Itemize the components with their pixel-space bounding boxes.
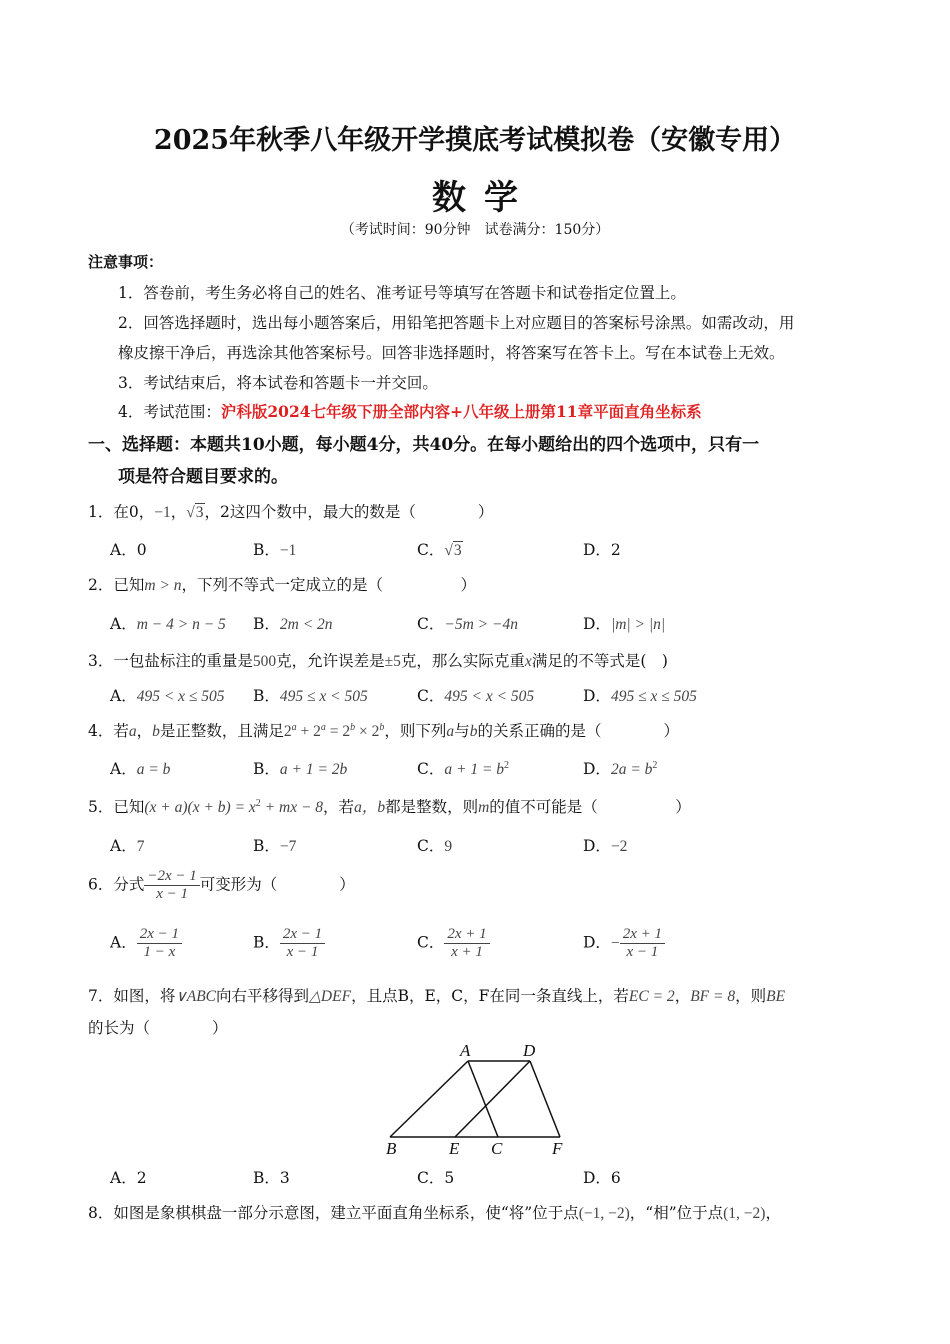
q7-option-b[interactable]: B．3	[253, 1169, 290, 1187]
question-5-stem: 5．已知$(x + a)(x + b) = x^2$ + mx − 8，若a，b都是整数，则m的值不可能是（ ）	[88, 797, 691, 816]
notice-item-2-cont: 橡皮擦干净后，再选涂其他答案标号。回答非选择题时，将答案写在答卡上。写在本试卷上无效。	[118, 344, 785, 362]
q6-option-d[interactable]: D．− $\frac{2x + 1}{x - 1}$	[583, 926, 665, 961]
q2-option-d[interactable]: D．|m| > |n|	[583, 615, 666, 633]
section-heading-line2: 项是符合题目要求的。	[118, 467, 288, 487]
q3-option-c[interactable]: C．495 < x < 505	[417, 687, 535, 705]
notice-heading: 注意事项：	[88, 253, 164, 271]
q1-option-c[interactable]: C．√3	[417, 541, 462, 559]
point-e-label: E	[449, 1139, 460, 1158]
section-heading-line1: 一、选择题：本题共10小题，每小题4分，共40分。在每小题给出的四个选项中，只有一	[88, 435, 760, 455]
q3-option-b[interactable]: B．495 ≤ x < 505	[253, 687, 368, 705]
q1-option-d[interactable]: D．2	[583, 541, 621, 559]
q5-option-b[interactable]: B．−7	[253, 837, 297, 855]
point-c-label: C	[491, 1139, 503, 1158]
q2-option-b[interactable]: B．2m < 2n	[253, 615, 333, 633]
translation-figure	[380, 1040, 580, 1160]
q7-option-a[interactable]: A．2	[110, 1169, 147, 1187]
scope-label: 4．考试范围：	[118, 403, 221, 421]
side-ab	[390, 1061, 468, 1137]
point-b-label: B	[386, 1139, 397, 1158]
q1-option-b[interactable]: B．−1	[253, 541, 297, 559]
q5-option-d[interactable]: D．−2	[583, 837, 628, 855]
q7-option-d[interactable]: D．6	[583, 1169, 621, 1187]
q4-option-b[interactable]: B．a + 1 = 2b	[253, 760, 348, 778]
notice-item-4	[118, 400, 702, 422]
side-de	[455, 1061, 530, 1137]
q6-fraction: $\frac{-2x - 1}{x - 1}$	[144, 868, 199, 903]
notice-item-2: 2．回答选择题时，选出每小题答案后，用铅笔把答题卡上对应题目的答案标号涂黑。如需改动，用	[118, 314, 795, 332]
notice-item-3: 3．考试结束后，将本试卷和答题卡一并交回。	[118, 374, 438, 392]
exam-time-score: （考试时间：90分钟 试卷满分：150分）	[340, 222, 610, 238]
q2-option-a[interactable]: A．m − 4 > n − 5	[110, 615, 226, 633]
q4-option-a[interactable]: A．a = b	[110, 760, 171, 778]
question-1-stem: 1．在0，−1，√3，2这四个数中，最大的数是（ ）	[88, 503, 494, 521]
q1-option-a[interactable]: A．0	[110, 541, 147, 559]
q4-option-d[interactable]: D．$2a = b^2$	[583, 759, 658, 778]
subject-title: 数学	[432, 178, 536, 218]
question-3-stem: 3．一包盐标注的重量是500克，允许误差是±5克，那么实际克重x满足的不等式是( )	[88, 652, 668, 670]
q6-option-a[interactable]: A． $\frac{2x - 1}{1 - x}$	[110, 926, 182, 961]
sqrt-3: √3	[186, 504, 204, 521]
q4-equation: $2^a + 2^a = 2^b \times 2^b$	[283, 721, 385, 740]
exam-title: 2025年秋季八年级开学摸底考试模拟卷（安徽专用）	[153, 125, 797, 156]
q4-option-c[interactable]: C．$a + 1 = b^2$	[417, 759, 510, 778]
q7-option-c[interactable]: C．5	[417, 1169, 455, 1187]
q3-option-d[interactable]: D．495 ≤ x ≤ 505	[583, 687, 697, 705]
notice-item-1: 1．答卷前，考生务必将自己的姓名、准考证号等填写在答题卡和试卷指定位置上。	[118, 284, 686, 302]
point-d-label: D	[523, 1041, 536, 1060]
point-f-label: F	[552, 1139, 563, 1158]
question-6-stem: 6．分式 $\frac{-2x - 1}{x - 1}$ 可变形为（ ）	[88, 868, 355, 902]
q3-option-a[interactable]: A．495 < x ≤ 505	[110, 687, 225, 705]
q6-option-c[interactable]: C． $\frac{2x + 1}{x + 1}$	[417, 926, 490, 961]
side-df	[530, 1061, 560, 1137]
point-a-label: A	[460, 1041, 471, 1060]
question-8-stem: 8．如图是象棋棋盘一部分示意图，建立平面直角坐标系，使“将”位于点(−1, −2)，“相”位于点(1, −2)，	[88, 1204, 781, 1222]
q6-option-b[interactable]: B． $\frac{2x - 1}{x - 1}$	[253, 926, 325, 961]
question-7-stem-line2: 的长为（ ）	[88, 1019, 228, 1037]
q2-option-c[interactable]: C．−5m > −4n	[417, 615, 518, 633]
question-7-stem-line1: 7．如图，将∨ABC向右平移得到△DEF，且点B，E，C，F在同一条直线上，若EC = 2，BF = 8，则BE	[88, 987, 786, 1005]
question-2-stem: 2．已知m > n，下列不等式一定成立的是（ ）	[88, 576, 477, 594]
q5-option-a[interactable]: A．7	[110, 837, 145, 855]
question-4-stem: 4．若a，b是正整数，且满足$2^a + 2^a = 2^b \times 2^b$，则下列a与b的关系正确的是（ ）	[88, 721, 679, 740]
q5-option-c[interactable]: C．9	[417, 837, 453, 855]
scope-value: 沪科版2024七年级下册全部内容+八年级上册第11章平面直角坐标系	[220, 402, 702, 421]
